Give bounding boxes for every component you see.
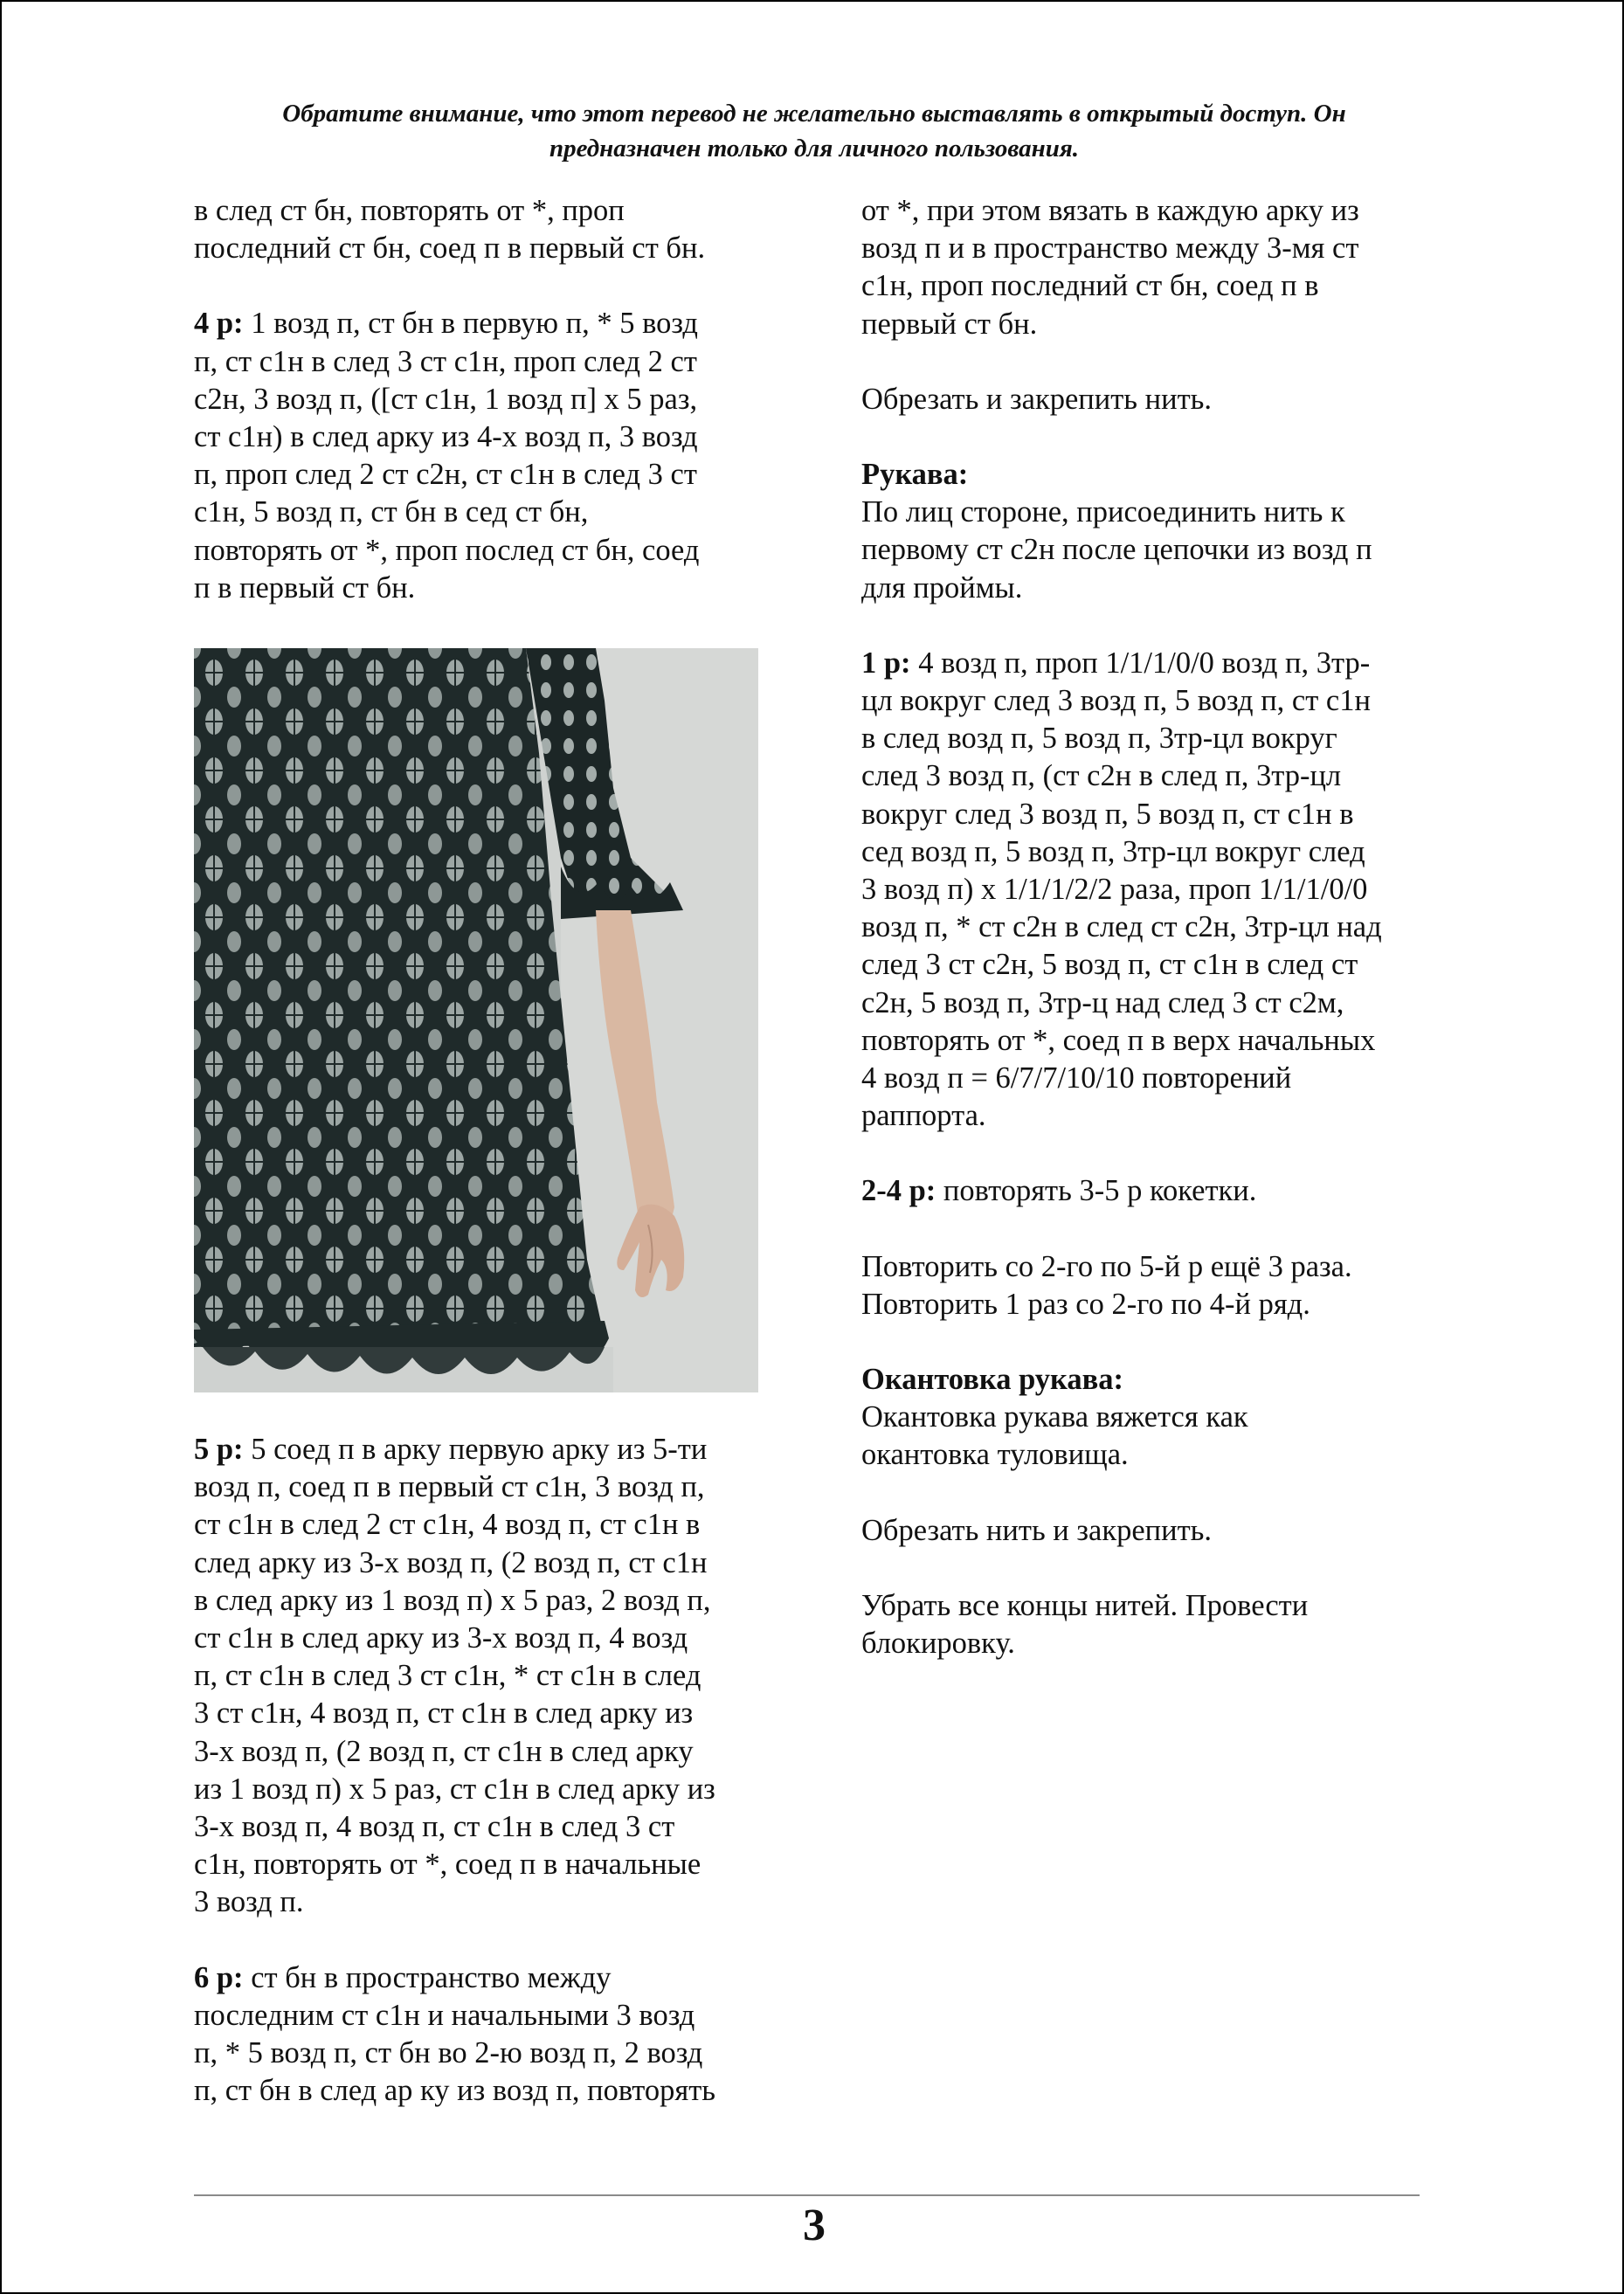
sleeve-rows-2-4-text: повторять 3-5 р кокетки. <box>936 1174 1257 1208</box>
finish-weave-ends: Убрать все концы нитей. Провести блокировку. <box>861 1588 1309 1661</box>
row-5-text: 5 соед п в арку первую арку из 5-ти возд п, соед п в первый ст с1н, 3 возд п, ст с1н в след 2 ст с1н, 4 возд п, ст с1н в след арку из 3-х возд п, (2 возд п, ст с1н в след арку из 1 возд п) х 5 раз, 2 возд п, ст с1н в след арку из 3-х возд п, 4 возд п, ст с1н в след 3 ст с1н, * ст с1н в след 3 ст с1н, 4 возд п, ст с1н в след арку из 3-х возд п, (2 возд п, ст с1н в след арку из 1 возд п) х 5 раз, ст с1н в след арку из 3-х возд п, 4 возд п, ст с1н в след 3 ст с1н, повторять от *, соед п в начальные 3 возд п. <box>194 1433 715 1919</box>
sleeve-edging-text: Окантовка рукава вяжется как окантовка туловища. <box>861 1400 1248 1472</box>
row-6-instructions <box>194 1959 771 2111</box>
row-4-instructions <box>194 305 771 607</box>
row-6-label: 6 р: <box>194 1960 244 1994</box>
sleeve-rows-2-4-label: 2-4 р: <box>861 1174 936 1208</box>
finish-cut-thread: Обрезать нить и закрепить. <box>861 1513 1213 1547</box>
repeat-instructions: Повторить со 2-го по 5-й р ещё 3 раза. Повторить 1 раз со 2-го по 4-й ряд. <box>861 1249 1352 1321</box>
sleeve-row-1-text: 4 возд п, проп 1/1/1/0/0 возд п, 3тр- цл вокруг след 3 возд п, 5 возд п, ст с1н в след возд п, 5 возд п, 3тр-цл вокруг след 3 возд п, (ст с2н в след п, 3тр-цл вокруг след 3 возд п, 5 возд п, ст с1н в сед возд п, 5 возд п, 3тр-цл вокруг след 3 возд п) х 1/1/1/2/2 раза, проп 1/1/1/0/0 возд п, * ст с2н в след ст с2н, 3тр-цл над след 3 ст с2н, 5 возд п, ст с1н в след ст с2н, 5 возд п, 3тр-ц над след 3 ст с2м, повторять от *, соед п в верх начальных 4 возд п = 6/7/7/10/10 повторений раппорта. <box>861 646 1382 1133</box>
footer-divider <box>194 2194 1420 2196</box>
sleeve-row-1-instructions <box>861 645 1438 1136</box>
cut-and-fasten: Обрезать и закрепить нить. <box>861 382 1213 416</box>
row-4-label: 4 р: <box>194 307 244 341</box>
sleeve-row-1-label: 1 р: <box>861 646 911 680</box>
sleeves-heading: Рукава: <box>861 458 969 492</box>
row-4-text: 1 возд п, ст бн в первую п, * 5 возд п, ст с1н в след 3 ст с1н, проп след 2 ст с2н, 3 возд п, ([ст с1н, 1 возд п] х 5 раз, ст с1н) в след арку из 4-х возд п, 3 возд п, проп след 2 ст с2н, ст с1н в след 3 ст с1н, 5 возд п, ст бн в сед ст бн, повторять от *, проп послед ст бн, соед п в первый ст бн. <box>194 307 700 605</box>
copyright-notice <box>159 96 1469 166</box>
row-5-instructions <box>194 1431 771 1922</box>
row-6-continuation: от *, при этом вязать в каждую арку из возд п и в пространство между 3-мя ст с1н, проп последний ст бн, соед п в первый ст бн. <box>861 194 1359 341</box>
sleeve-edging-heading: Окантовка рукава: <box>861 1363 1124 1397</box>
page-number: 3 <box>803 2201 826 2250</box>
row-6-text: ст бн в пространство между последним ст с1н и начальными 3 возд п, * 5 возд п, ст бн во 2-ю возд п, 2 возд п, ст бн в след ар ку из возд п, повторять <box>194 1960 716 2108</box>
row-5-label: 5 р: <box>194 1433 244 1467</box>
dress-photo <box>194 648 758 1392</box>
sleeves-intro: По лиц стороне, присоединить нить к первому ст с2н после цепочки из возд п для проймы. <box>861 495 1372 605</box>
notice-line-1: Обратите внимание, что этот перевод не желательно выставлять в открытый доступ. Он <box>282 100 1346 128</box>
notice-line-2: предназначен только для личного пользования. <box>549 135 1080 162</box>
sleeve-rows-2-4-instructions <box>861 1172 1438 1210</box>
left-column <box>194 192 771 2110</box>
paragraph-continuation: в след ст бн, повторять от *, проп последний ст бн, соед п в первый ст бн. <box>194 194 706 266</box>
right-column <box>861 192 1438 1662</box>
